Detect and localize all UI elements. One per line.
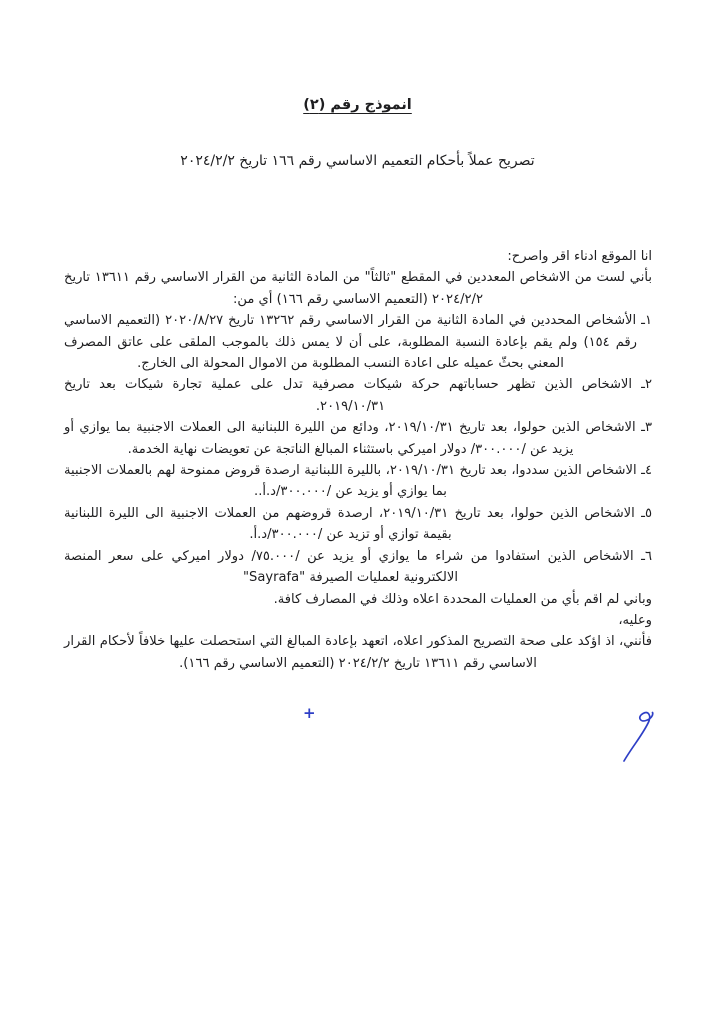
closing-all-banks-line: وباني لم اقم بأي من العمليات المحددة اعلاه وذلك في المصارف كافة. (273, 591, 652, 607)
declaration-item-2: ٢ـ الاشخاص الذين تظهر حساباتهم حركة شيكات مصرفية تدل على عملية تجارة شيكات بعد تاريخ ٢٠١٩/١٠/٣١. (64, 377, 652, 414)
declaration-item-3: ٣ـ الاشخاص الذين حولوا، بعد تاريخ ٢٠١٩/١٠/٣١، ودائع من الليرة اللبنانية الى العملات الاجنبية بما يوازي أو يزيد عن /٣٠٠.٠٠٠/ دولار اميركي باستثناء المبالغ الناتجة عن تعويضات نهاية الخدمة. (64, 420, 652, 457)
form-subtitle: تصريح عملاً بأحكام التعميم الاساسي رقم ١٦٦ تاريخ ٢٠٢٤/٢/٢ (180, 153, 535, 169)
declaration-item-1: ١ـ الأشخاص المحددين في المادة الثانية من القرار الاساسي رقم ١٣٢٦٢ تاريخ ٢٠٢٠/٨/٢٧ (التعميم الاساسي رقم ١٥٤) ولم يقم بإعادة النسبة المطلوبة، على أن لا يمس ذلك بالموجب الملقى على عاتق المصرف المعني بحثّ عميله على اعادة النسب المطلوبة من الاموال المحولة الى الخارج. (64, 313, 653, 372)
title-block (0, 94, 715, 169)
declaration-item-4: ٤ـ الاشخاص الذين سددوا، بعد تاريخ ٢٠١٩/١٠/٣١، بالليرة اللبنانية ارصدة قروض ممنوحة لهم بالعملات الاجنبية بما يوازي أو يزيد عن /٣٠٠.٠٠٠/د.أ.. (64, 463, 652, 500)
intro-paragraph: بأني لست من الاشخاص المعددين في المقطع "ثالثاً" من المادة الثانية من القرار الاساسي رقم ١٣٦١١ تاريخ ٢٠٢٤/٢/٢ (التعميم الاساسي رقم ١٦٦) أي من: (64, 270, 652, 307)
declaration-body (64, 246, 652, 674)
closing-therefore-line: وعليه، (618, 612, 652, 628)
intro-line: انا الموقع ادناء اقر واصرح: (507, 249, 652, 264)
form-title: انموذج رقم (٢) (303, 97, 412, 113)
plus-annotation-mark: + (303, 704, 316, 722)
declaration-item-6: ٦ـ الاشخاص الذين استفادوا من شراء ما يوازي أو يزيد عن /٧٥.٠٠٠/ دولار اميركي على سعر المنصة الالكترونية لعمليات الصيرفة "Sayrafa" (64, 548, 652, 586)
pen-scribble-signature (616, 697, 664, 773)
closing-commitment-paragraph: فأنني، اذ اؤكد على صحة التصريح المذكور اعلاه، اتعهد بإعادة المبالغ التي استحصلت عليها خلافاً لأحكام القرار الاساسي رقم ١٣٦١١ تاريخ ٢٠٢٤/٢/٢ (التعميم الاساسي رقم ١٦٦). (64, 634, 652, 671)
declaration-item-5: ٥ـ الاشخاص الذين حولوا، بعد تاريخ ٢٠١٩/١٠/٣١، ارصدة قروضهم من العملات الاجنبية الى الليرة اللبنانية بقيمة توازي أو تزيد عن /٣٠٠.٠٠٠/د.أ. (64, 505, 652, 543)
